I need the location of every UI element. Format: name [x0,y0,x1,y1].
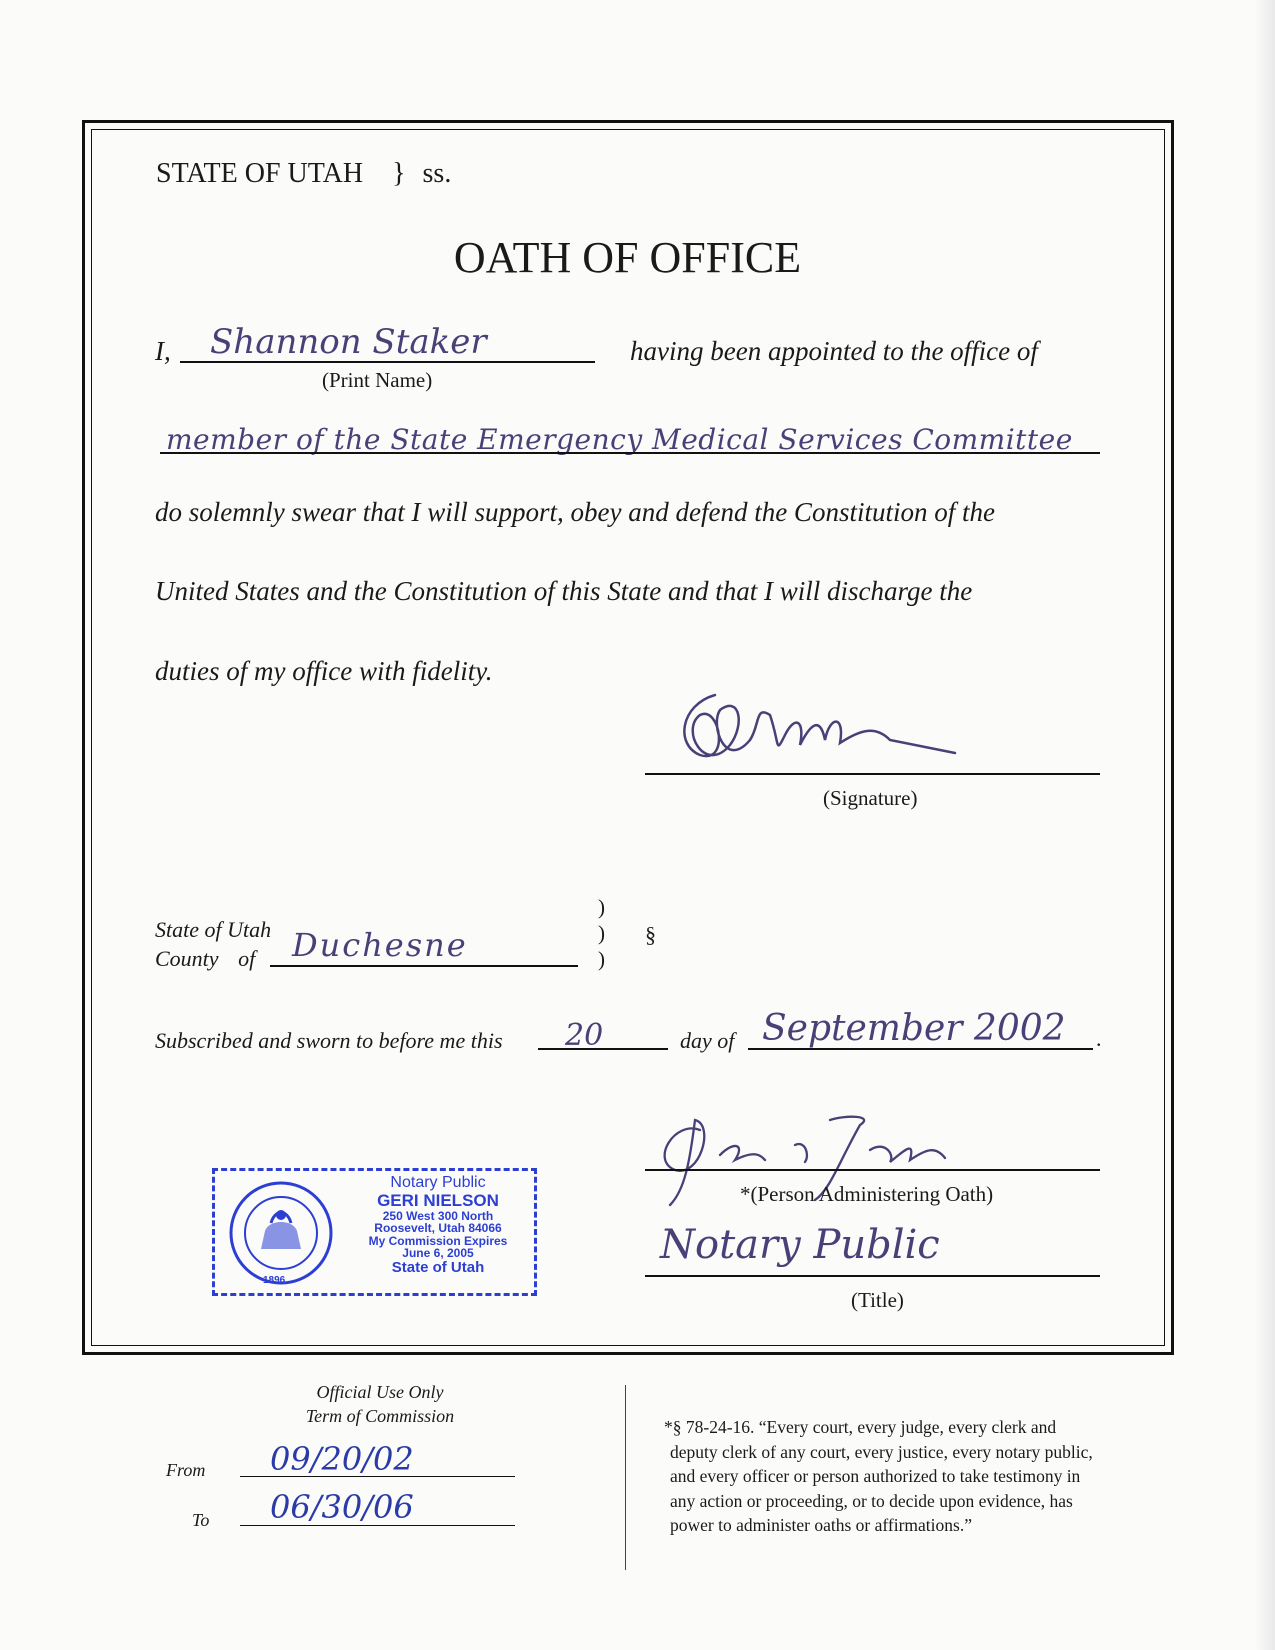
office-handwritten: member of the State Emergency Medical Services Committee [166,423,1073,456]
stamp-text [343,1175,533,1276]
of-label: of [238,946,256,971]
from-label: From [166,1460,206,1480]
stamp-line-0: Notary Public [390,1174,486,1191]
jurat-county-row [155,946,255,972]
brace: } [392,158,406,189]
statute-note [664,1415,1093,1538]
to-handwritten: 06/30/06 [270,1488,414,1526]
subscribed-label: Subscribed and sworn to before me this [155,1028,503,1053]
stamp-line-4: My Commission Expires [368,1233,508,1248]
page-edge-shadow [1255,0,1275,1650]
title-line [645,1275,1100,1277]
oath-prefix: I, [155,336,171,366]
signature-image [660,685,1010,785]
official-use-heading-2: Term of Commission [305,1406,455,1426]
name-handwritten: Shannon Staker [210,322,487,362]
office-line [160,452,1100,454]
day-of-label: day of [680,1028,735,1053]
oath-line-3: duties of my office with fidelity. [155,656,493,686]
from-handwritten: 09/20/02 [270,1440,414,1478]
stamp-line-5: State of Utah [391,1259,485,1277]
statute-line-1: *§ 78-24-16. “Every court, every judge, every clerk and [664,1417,1057,1437]
from-line [240,1476,515,1477]
footer-divider [625,1385,626,1570]
month-year-handwritten: September 2002 [762,1008,1066,1049]
state-heading [156,158,451,190]
jurat-parentheses [598,894,605,972]
stamp-line-3: Roosevelt, Utah 84066 [374,1221,502,1236]
signature-line [645,773,1100,775]
title-label: (Title) [851,1288,904,1312]
paren-1: ) [598,895,605,919]
paren-2: ) [598,921,605,945]
day-handwritten: 20 [565,1018,604,1053]
seal-year: 1896 [263,1275,286,1286]
county-handwritten: Duchesne [292,926,468,964]
notary-stamp [212,1168,537,1296]
administering-line [645,1169,1100,1171]
statute-line-3: and every officer or person authorized to take testimony in [670,1466,1081,1486]
official-use-heading [230,1380,530,1428]
section-symbol: § [645,922,656,947]
state-label: STATE OF UTAH [156,158,364,189]
county-label: County [155,946,219,971]
page-title: OATH OF OFFICE [453,233,802,282]
appointed-text: having been appointed to the office of [630,336,1038,366]
statute-line-5: power to administer oaths or affirmations.” [670,1515,972,1535]
statute-line-4: any action or proceeding, or to decide upon evidence, has [670,1490,1073,1511]
to-line [240,1525,515,1526]
day-line [538,1048,668,1050]
oath-line-1: do solemnly swear that I will support, obey and defend the Constitution of the [155,497,995,527]
stamp-line-1: GERI NIELSON [377,1190,499,1210]
month-year-line [748,1048,1093,1050]
paren-3: ) [598,947,605,971]
stamp-line-2: 250 West 300 North [382,1208,494,1223]
name-line [180,361,595,363]
state-seal-icon [227,1179,335,1287]
official-use-heading-1: Official Use Only [316,1382,444,1402]
oath-line-2: United States and the Constitution of this State and that I will discharge the [155,576,973,606]
print-name-label: (Print Name) [322,368,433,392]
period: . [1096,1026,1102,1051]
signature-label: (Signature) [823,786,918,810]
stamp-line-4b: June 6, 2005 [402,1246,474,1261]
title-handwritten: Notary Public [660,1222,940,1268]
administering-label: *(Person Administering Oath) [740,1182,994,1206]
county-line [270,965,578,967]
statute-line-2: deputy clerk of any court, every justice, every notary public, [670,1441,1093,1462]
ss-label: ss. [422,158,452,189]
jurat-state-label: State of Utah [155,917,272,942]
to-label: To [192,1510,210,1530]
